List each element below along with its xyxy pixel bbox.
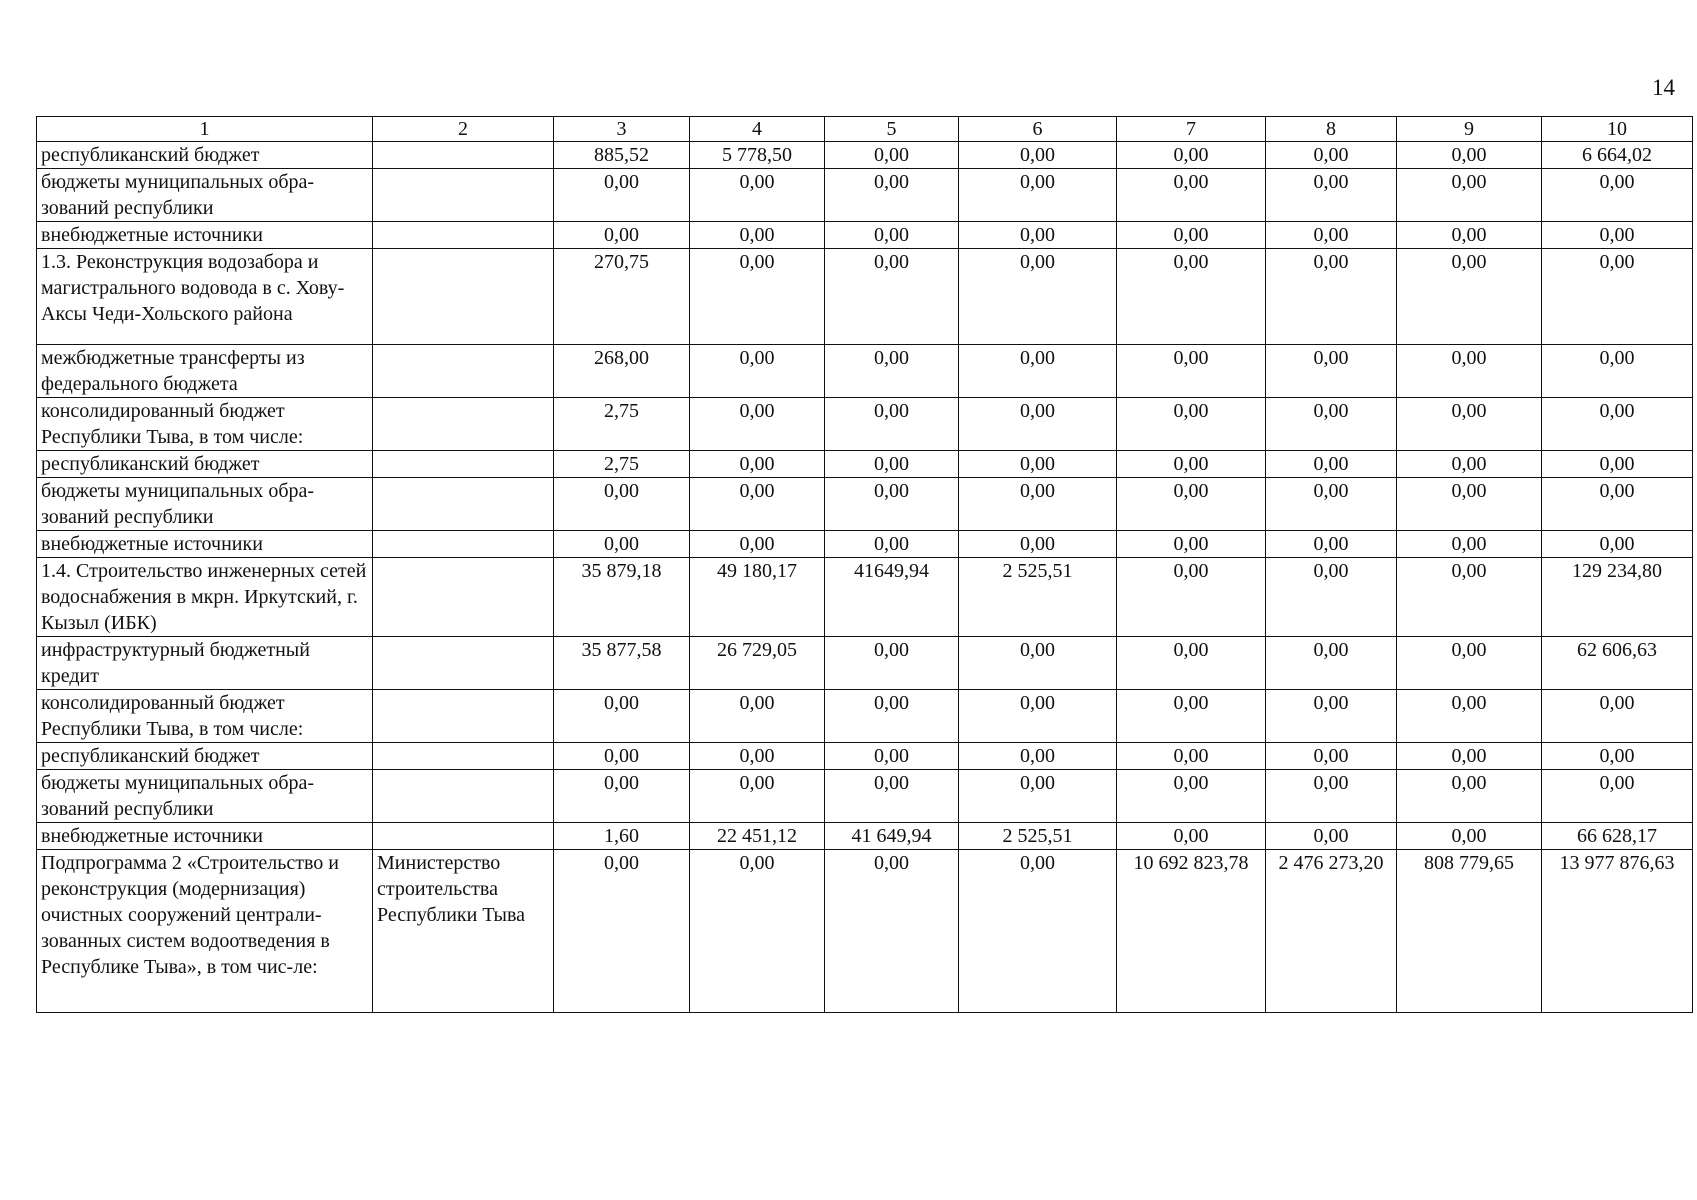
value-cell: 0,00: [690, 690, 825, 743]
value-cell: 62 606,63: [1542, 637, 1693, 690]
value-cell: 0,00: [959, 451, 1117, 478]
responsible-executor: [373, 637, 554, 690]
value-cell: 35 877,58: [554, 637, 690, 690]
value-cell: 0,00: [1397, 531, 1542, 558]
value-cell: 0,00: [1266, 743, 1397, 770]
value-cell: 0,00: [1542, 169, 1693, 222]
value-cell: 0,00: [1542, 249, 1693, 345]
value-cell: 0,00: [1117, 222, 1266, 249]
value-cell: 0,00: [690, 850, 825, 1013]
value-cell: 0,00: [1117, 637, 1266, 690]
row-label: республиканский бюджет: [37, 743, 373, 770]
value-cell: 6 664,02: [1542, 142, 1693, 169]
table-row: [37, 169, 1693, 222]
table-row: [37, 142, 1693, 169]
table-row: [37, 690, 1693, 743]
value-cell: 0,00: [1397, 451, 1542, 478]
table-row: [37, 823, 1693, 850]
value-cell: 0,00: [1397, 222, 1542, 249]
responsible-executor: Министерство строительства Республики Тыва: [373, 850, 554, 1013]
value-cell: 0,00: [1266, 478, 1397, 531]
row-label: внебюджетные источники: [37, 222, 373, 249]
value-cell: 0,00: [959, 142, 1117, 169]
table-row: [37, 222, 1693, 249]
table-row: [37, 770, 1693, 823]
value-cell: 0,00: [1117, 770, 1266, 823]
value-cell: 0,00: [1397, 478, 1542, 531]
value-cell: 0,00: [1117, 823, 1266, 850]
responsible-executor: [373, 345, 554, 398]
value-cell: 41 649,94: [825, 823, 959, 850]
value-cell: 0,00: [825, 345, 959, 398]
value-cell: 0,00: [1117, 398, 1266, 451]
responsible-executor: [373, 770, 554, 823]
value-cell: 0,00: [825, 398, 959, 451]
value-cell: 0,00: [1542, 345, 1693, 398]
value-cell: 2 525,51: [959, 558, 1117, 637]
responsible-executor: [373, 398, 554, 451]
value-cell: 0,00: [959, 478, 1117, 531]
value-cell: 0,00: [825, 478, 959, 531]
header-cell: 7: [1117, 117, 1266, 142]
value-cell: 0,00: [1117, 345, 1266, 398]
value-cell: 2 476 273,20: [1266, 850, 1397, 1013]
responsible-executor: [373, 169, 554, 222]
row-label: внебюджетные источники: [37, 531, 373, 558]
row-label: 1.3. Реконструкция водозабора и магистрального водовода в с. Хову-Аксы Чеди-Хольского района: [37, 249, 373, 345]
value-cell: 0,00: [1266, 690, 1397, 743]
table-row: [37, 398, 1693, 451]
value-cell: 0,00: [1117, 531, 1266, 558]
responsible-executor: [373, 823, 554, 850]
responsible-executor: [373, 451, 554, 478]
table-header-row: [37, 117, 1693, 142]
value-cell: 0,00: [1397, 637, 1542, 690]
row-label: консолидированный бюджет Республики Тыва, в том числе:: [37, 398, 373, 451]
value-cell: 0,00: [1117, 249, 1266, 345]
value-cell: 268,00: [554, 345, 690, 398]
header-cell: 6: [959, 117, 1117, 142]
value-cell: 0,00: [1397, 169, 1542, 222]
value-cell: 0,00: [1117, 478, 1266, 531]
value-cell: 35 879,18: [554, 558, 690, 637]
value-cell: 0,00: [554, 478, 690, 531]
row-label: межбюджетные трансферты из федерального бюджета: [37, 345, 373, 398]
value-cell: 0,00: [1117, 743, 1266, 770]
value-cell: 0,00: [1542, 743, 1693, 770]
value-cell: 0,00: [554, 169, 690, 222]
value-cell: 0,00: [690, 531, 825, 558]
value-cell: 0,00: [1542, 690, 1693, 743]
responsible-executor: [373, 478, 554, 531]
value-cell: 0,00: [825, 222, 959, 249]
table-row: [37, 451, 1693, 478]
value-cell: 0,00: [959, 637, 1117, 690]
value-cell: 0,00: [1266, 558, 1397, 637]
value-cell: 0,00: [1266, 222, 1397, 249]
value-cell: 0,00: [1266, 249, 1397, 345]
table-row: [37, 637, 1693, 690]
value-cell: 0,00: [1397, 345, 1542, 398]
row-label: 1.4. Строительство инженерных сетей водоснабжения в мкрн. Иркутский, г. Кызыл (ИБК): [37, 558, 373, 637]
value-cell: 49 180,17: [690, 558, 825, 637]
header-cell: 9: [1397, 117, 1542, 142]
value-cell: 0,00: [1397, 690, 1542, 743]
value-cell: 0,00: [825, 142, 959, 169]
row-label: бюджеты муниципальных обра-зований республики: [37, 478, 373, 531]
value-cell: 0,00: [690, 249, 825, 345]
value-cell: 0,00: [690, 222, 825, 249]
row-label: Подпрограмма 2 «Строительство и реконструкция (модернизация) очистных сооружений централи-зованных систем водоотведения в Республике Тыва», в том чис-ле:: [37, 850, 373, 1013]
value-cell: 0,00: [1542, 451, 1693, 478]
value-cell: 0,00: [1397, 558, 1542, 637]
value-cell: 0,00: [1117, 142, 1266, 169]
budget-table: [36, 116, 1693, 1013]
value-cell: 10 692 823,78: [1117, 850, 1266, 1013]
page-number: 14: [1652, 75, 1675, 100]
responsible-executor: [373, 249, 554, 345]
value-cell: 0,00: [1117, 690, 1266, 743]
value-cell: 0,00: [554, 770, 690, 823]
value-cell: 0,00: [959, 249, 1117, 345]
value-cell: 129 234,80: [1542, 558, 1693, 637]
value-cell: 0,00: [959, 222, 1117, 249]
row-label: бюджеты муниципальных обра-зований республики: [37, 169, 373, 222]
header-cell: 8: [1266, 117, 1397, 142]
value-cell: 0,00: [1397, 823, 1542, 850]
value-cell: 2,75: [554, 451, 690, 478]
value-cell: 0,00: [1266, 345, 1397, 398]
row-label: республиканский бюджет: [37, 451, 373, 478]
row-label: внебюджетные источники: [37, 823, 373, 850]
value-cell: 0,00: [1397, 398, 1542, 451]
responsible-executor: [373, 690, 554, 743]
value-cell: 885,52: [554, 142, 690, 169]
row-label: бюджеты муниципальных обра-зований республики: [37, 770, 373, 823]
value-cell: 0,00: [825, 249, 959, 345]
value-cell: 0,00: [1397, 743, 1542, 770]
value-cell: 0,00: [1542, 531, 1693, 558]
row-label: консолидированный бюджет Республики Тыва, в том числе:: [37, 690, 373, 743]
value-cell: 0,00: [554, 690, 690, 743]
value-cell: 0,00: [825, 531, 959, 558]
responsible-executor: [373, 743, 554, 770]
value-cell: 0,00: [959, 850, 1117, 1013]
responsible-executor: [373, 222, 554, 249]
responsible-executor: [373, 142, 554, 169]
responsible-executor: [373, 531, 554, 558]
value-cell: 0,00: [825, 169, 959, 222]
header-cell: 1: [37, 117, 373, 142]
value-cell: 0,00: [1266, 142, 1397, 169]
header-cell: 2: [373, 117, 554, 142]
value-cell: 0,00: [690, 169, 825, 222]
value-cell: 0,00: [1266, 531, 1397, 558]
value-cell: 26 729,05: [690, 637, 825, 690]
row-label: республиканский бюджет: [37, 142, 373, 169]
value-cell: 0,00: [1397, 249, 1542, 345]
row-label: инфраструктурный бюджетный кредит: [37, 637, 373, 690]
value-cell: 13 977 876,63: [1542, 850, 1693, 1013]
responsible-executor: [373, 558, 554, 637]
value-cell: 5 778,50: [690, 142, 825, 169]
value-cell: 270,75: [554, 249, 690, 345]
value-cell: 0,00: [1266, 451, 1397, 478]
header-cell: 4: [690, 117, 825, 142]
value-cell: 0,00: [1117, 169, 1266, 222]
value-cell: 0,00: [959, 743, 1117, 770]
header-cell: 5: [825, 117, 959, 142]
value-cell: 41649,94: [825, 558, 959, 637]
header-cell: 10: [1542, 117, 1693, 142]
value-cell: 0,00: [1397, 770, 1542, 823]
value-cell: 0,00: [554, 850, 690, 1013]
value-cell: 0,00: [1117, 451, 1266, 478]
value-cell: 0,00: [959, 531, 1117, 558]
value-cell: 0,00: [1542, 770, 1693, 823]
value-cell: 0,00: [825, 743, 959, 770]
value-cell: 0,00: [690, 743, 825, 770]
value-cell: 0,00: [554, 743, 690, 770]
value-cell: 0,00: [825, 637, 959, 690]
value-cell: 0,00: [1266, 169, 1397, 222]
value-cell: 22 451,12: [690, 823, 825, 850]
table-row: [37, 249, 1693, 345]
table-row: [37, 531, 1693, 558]
value-cell: 808 779,65: [1397, 850, 1542, 1013]
value-cell: 0,00: [690, 398, 825, 451]
value-cell: 0,00: [1266, 637, 1397, 690]
value-cell: 0,00: [690, 451, 825, 478]
table-row: [37, 478, 1693, 531]
value-cell: 1,60: [554, 823, 690, 850]
value-cell: 0,00: [959, 398, 1117, 451]
value-cell: 0,00: [1542, 222, 1693, 249]
value-cell: 2,75: [554, 398, 690, 451]
value-cell: 0,00: [959, 690, 1117, 743]
value-cell: 0,00: [825, 451, 959, 478]
value-cell: 0,00: [1266, 823, 1397, 850]
value-cell: 0,00: [959, 345, 1117, 398]
value-cell: 0,00: [554, 222, 690, 249]
value-cell: 2 525,51: [959, 823, 1117, 850]
value-cell: 0,00: [1266, 770, 1397, 823]
value-cell: 0,00: [825, 850, 959, 1013]
value-cell: 0,00: [1397, 142, 1542, 169]
value-cell: 0,00: [690, 478, 825, 531]
table-body: [37, 117, 1693, 1013]
value-cell: 0,00: [1266, 398, 1397, 451]
value-cell: 0,00: [825, 690, 959, 743]
value-cell: 0,00: [1542, 398, 1693, 451]
table-row: [37, 743, 1693, 770]
value-cell: 0,00: [690, 345, 825, 398]
table-row: [37, 345, 1693, 398]
header-cell: 3: [554, 117, 690, 142]
value-cell: 0,00: [825, 770, 959, 823]
value-cell: 0,00: [1117, 558, 1266, 637]
value-cell: 0,00: [959, 169, 1117, 222]
value-cell: 0,00: [959, 770, 1117, 823]
table-row: [37, 558, 1693, 637]
value-cell: 0,00: [1542, 478, 1693, 531]
table-row: [37, 850, 1693, 1013]
value-cell: 0,00: [554, 531, 690, 558]
value-cell: 0,00: [690, 770, 825, 823]
value-cell: 66 628,17: [1542, 823, 1693, 850]
